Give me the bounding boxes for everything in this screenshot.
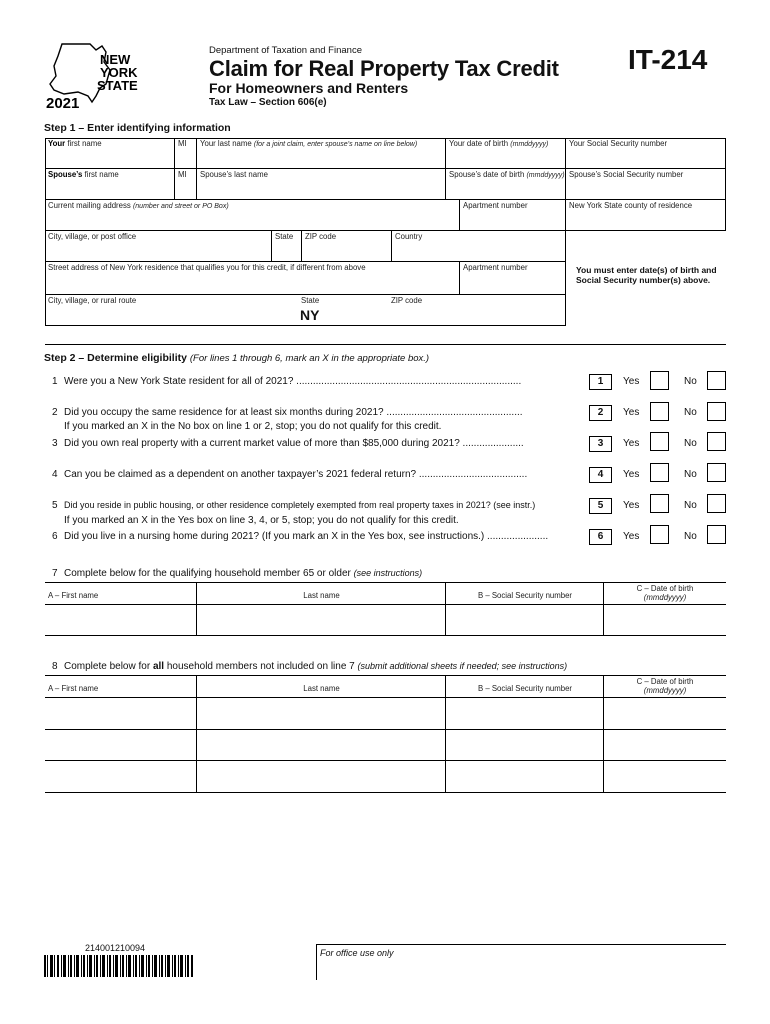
line7-last-name-input[interactable]	[197, 605, 445, 635]
line8-col-dob: C – Date of birth (mmddyyyy)	[636, 677, 694, 695]
line5-stop-note: If you marked an X in the Yes box on line 3, 4, or 5, stop; you do not qualify for this credit.	[64, 515, 459, 526]
line5-no-checkbox[interactable]	[707, 494, 726, 513]
line1-no-checkbox[interactable]	[707, 371, 726, 390]
line2-stop-note: If you marked an X in the No box on line 1 or 2, stop; you do not qualify for this credit.	[64, 421, 442, 432]
line1-yes-checkbox[interactable]	[650, 371, 669, 390]
barcode-image	[44, 955, 194, 977]
yes-label: Yes	[623, 407, 640, 418]
spouse-mi-field[interactable]: MI	[175, 169, 197, 200]
line7-ssn-input[interactable]	[446, 605, 603, 635]
line7-heading: 7 Complete below for the qualifying household member 65 or older (see instructions)	[52, 568, 423, 579]
no-label: No	[684, 500, 697, 511]
line-number-4: 4	[589, 467, 612, 483]
question-1: 1 Were you a New York State resident for all of 2021? .................................................................................	[52, 376, 522, 387]
line4-yes-checkbox[interactable]	[650, 463, 669, 482]
spouse-dob-field[interactable]: Spouse’s date of birth (mmddyyyy)	[446, 169, 566, 200]
line7-col-first-name: A – First name	[48, 591, 99, 600]
country-field[interactable]: Country	[392, 231, 566, 262]
line4-no-checkbox[interactable]	[707, 463, 726, 482]
step1-heading: Step 1 – Enter identifying information	[44, 122, 231, 134]
no-label: No	[684, 531, 697, 542]
line6-no-checkbox[interactable]	[707, 525, 726, 544]
question-5: 5 Did you reside in public housing, or other residence completely exempted from real property taxes in 2021? (see instr.)	[52, 500, 536, 511]
line-number-5: 5	[589, 498, 612, 514]
question-3: 3 Did you own real property with a current market value of more than $85,000 during 2021? ......................	[52, 438, 524, 449]
line-number-1: 1	[589, 374, 612, 390]
must-enter-notice: You must enter date(s) of birth and Social Security number(s) above.	[576, 265, 717, 285]
ny-city-field[interactable]: City, village, or rural route State ZIP code	[45, 295, 566, 326]
city-field[interactable]: City, village, or post office	[45, 231, 272, 262]
no-label: No	[684, 407, 697, 418]
department-name: Department of Taxation and Finance	[209, 45, 362, 56]
spouse-first-name-field[interactable]: Spouse’s first name	[45, 169, 175, 200]
new-york-state-logo	[44, 40, 164, 112]
line2-yes-checkbox[interactable]	[650, 402, 669, 421]
svg-text:2021: 2021	[46, 95, 80, 112]
form-number: IT-214	[628, 44, 708, 75]
no-label: No	[684, 469, 697, 480]
state-field[interactable]: State	[272, 231, 302, 262]
line8-col-ssn: B – Social Security number	[477, 684, 573, 693]
line-number-2: 2	[589, 405, 612, 421]
svg-text:STATE: STATE	[97, 78, 138, 93]
office-use-label: For office use only	[320, 948, 394, 958]
form-subtitle: For Homeowners and Renters	[209, 80, 409, 96]
apartment-number-field[interactable]: Apartment number	[460, 200, 566, 231]
line7-dob-input[interactable]	[604, 605, 726, 635]
line3-yes-checkbox[interactable]	[650, 432, 669, 451]
line5-yes-checkbox[interactable]	[650, 494, 669, 513]
line3-no-checkbox[interactable]	[707, 432, 726, 451]
yes-label: Yes	[623, 438, 640, 449]
your-ssn-field[interactable]: Your Social Security number	[566, 138, 726, 169]
yes-label: Yes	[623, 500, 640, 511]
line8-row-3[interactable]	[45, 761, 726, 792]
ny-street-address-field[interactable]: Street address of New York residence that qualifies you for this credit, if different from above	[45, 262, 460, 295]
line7-col-ssn: B – Social Security number	[477, 591, 573, 600]
question-4: 4 Can you be claimed as a dependent on another taxpayer’s 2021 federal return? .......................................	[52, 469, 528, 480]
your-last-name-field[interactable]: Your last name (for a joint claim, enter spouse’s name on line below)	[197, 138, 446, 169]
question-2: 2 Did you occupy the same residence for at least six months during 2021? .................................................	[52, 407, 523, 418]
svg-text:YORK: YORK	[100, 65, 138, 80]
yes-label: Yes	[623, 469, 640, 480]
line8-heading: 8 Complete below for all household members not included on line 7 (submit additional sheets if needed; see instructions)	[52, 661, 568, 672]
zip-field[interactable]: ZIP code	[302, 231, 392, 262]
tax-law-reference: Tax Law – Section 606(e)	[209, 97, 327, 108]
line8-row-2[interactable]	[45, 730, 726, 760]
yes-label: Yes	[623, 376, 640, 387]
line2-no-checkbox[interactable]	[707, 402, 726, 421]
your-mi-field[interactable]: MI	[175, 138, 197, 169]
spouse-last-name-field[interactable]: Spouse’s last name	[197, 169, 446, 200]
line8-col-last-name: Last name	[303, 684, 340, 693]
barcode-number: 214001210094	[85, 943, 146, 953]
line7-first-name-input[interactable]	[45, 605, 196, 635]
no-label: No	[684, 376, 697, 387]
line6-yes-checkbox[interactable]	[650, 525, 669, 544]
mailing-address-field[interactable]: Current mailing address (number and street or PO Box)	[45, 200, 460, 231]
line8-row-1[interactable]	[45, 698, 726, 729]
yes-label: Yes	[623, 531, 640, 542]
county-field[interactable]: New York State county of residence	[566, 200, 726, 231]
your-first-name-field[interactable]: Your first name	[45, 138, 175, 169]
your-dob-field[interactable]: Your date of birth (mmddyyyy)	[446, 138, 566, 169]
line-number-6: 6	[589, 529, 612, 545]
no-label: No	[684, 438, 697, 449]
ny-state-value: NY	[300, 307, 320, 323]
line-number-3: 3	[589, 436, 612, 452]
ny-apartment-number-field[interactable]: Apartment number	[460, 262, 566, 295]
step2-heading: Step 2 – Determine eligibility (For lines 1 through 6, mark an X in the appropriate box.)	[44, 352, 430, 364]
line7-col-dob: C – Date of birth (mmddyyyy)	[636, 584, 694, 602]
line8-col-first-name: A – First name	[48, 684, 99, 693]
question-6: 6 Did you live in a nursing home during 2021? (If you mark an X in the Yes box, see instructions.) ......................	[52, 531, 549, 542]
spouse-ssn-field[interactable]: Spouse’s Social Security number	[566, 169, 726, 200]
svg-text:NEW: NEW	[100, 52, 131, 67]
line7-col-last-name: Last name	[303, 591, 340, 600]
form-title: Claim for Real Property Tax Credit	[209, 56, 559, 81]
